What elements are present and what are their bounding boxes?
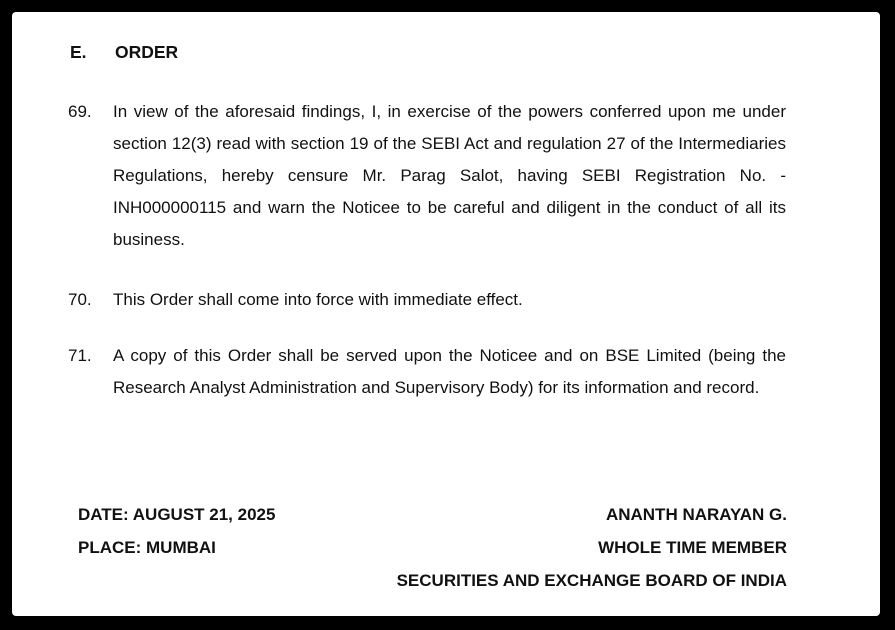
paragraph-number: 71. — [68, 346, 92, 365]
paragraph-69 — [68, 96, 786, 256]
signatory-organization: SECURITIES AND EXCHANGE BOARD OF INDIA — [396, 571, 787, 590]
order-place: PLACE: MUMBAI — [78, 538, 216, 557]
paragraph-number: 69. — [68, 102, 92, 121]
paragraph-70 — [68, 284, 786, 316]
paragraph-71 — [68, 340, 786, 404]
document-page — [12, 12, 880, 616]
signatory-name: ANANTH NARAYAN G. — [605, 505, 787, 524]
paragraph-text: This Order shall come into force with immediate effect. — [113, 290, 523, 309]
order-date: DATE: AUGUST 21, 2025 — [78, 505, 276, 524]
section-heading — [70, 42, 178, 63]
section-title: ORDER — [115, 42, 179, 62]
paragraph-number: 70. — [68, 290, 92, 309]
paragraph-text: In view of the aforesaid findings, I, in exercise of the powers conferred upon me under section 12(3) read with section 19 of the SEBI Act and regulation 27 of the Intermediaries Regulations, hereby censure Mr. Parag Salot, having SEBI Registration No. - INH000000115 and warn the Noticee to be careful and diligent in the conduct of all its business. — [113, 102, 786, 249]
paragraph-text: A copy of this Order shall be served upon the Noticee and on BSE Limited (being the Research Analyst Administration and Supervisory Body) for its information and record. — [113, 346, 786, 397]
section-letter: E. — [70, 42, 87, 62]
signatory-title: WHOLE TIME MEMBER — [598, 538, 787, 557]
